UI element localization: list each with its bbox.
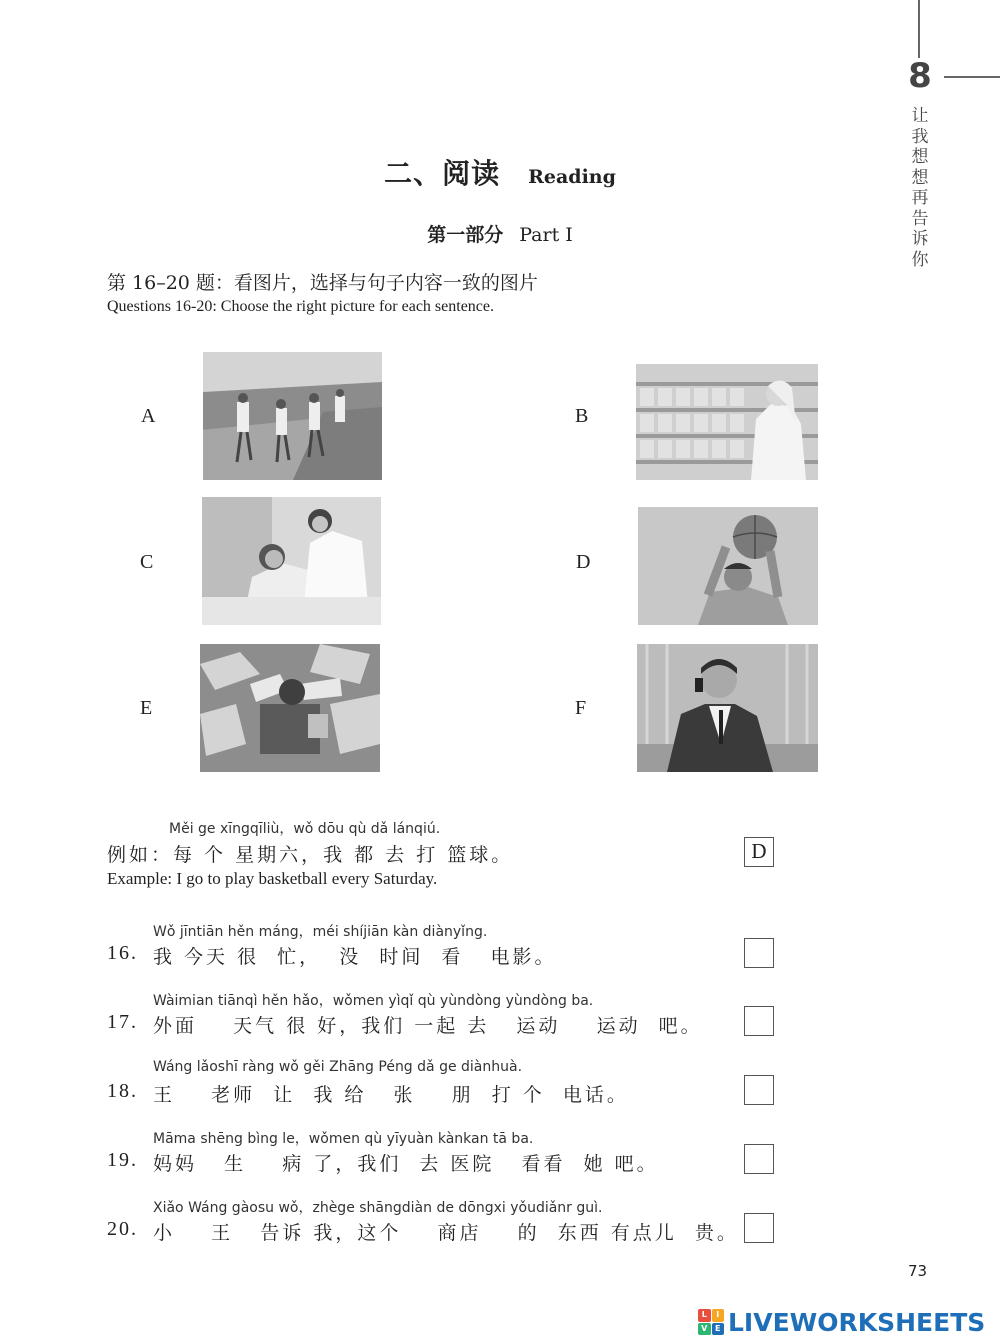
brand-logo-letter: E — [712, 1323, 725, 1336]
brand-logo-icon — [698, 1309, 724, 1335]
photo-d — [638, 507, 818, 625]
part-title-en: Part Ⅰ — [519, 224, 573, 246]
example-answer-box: D — [744, 837, 774, 867]
question-17-answer-box[interactable] — [744, 1006, 774, 1036]
question-18-sentence: 王 老师 让 我 给 张 朋 打 个 电话。 — [153, 1084, 629, 1106]
question-20-answer-box[interactable] — [744, 1213, 774, 1243]
question-20-sentence: 小 王 告诉 我，这个 商店 的 东西 有点儿 贵。 — [153, 1222, 739, 1244]
chapter-number: 8 — [908, 56, 932, 96]
brand-logo-letter: L — [698, 1309, 711, 1322]
chapter-tab-line — [918, 0, 920, 58]
picture-label-c: C — [140, 551, 154, 573]
section-title-cn: 二、阅读 — [384, 157, 501, 190]
picture-label-d: D — [576, 551, 591, 573]
photo-f — [637, 644, 818, 772]
question-20-pinyin: Xiǎo Wáng gàosu wǒ，zhège shāngdiàn de dōngxi yǒudiǎnr guì. — [153, 1200, 603, 1216]
instructions-en: Questions 16-20: Choose the right picture for each sentence. — [107, 298, 494, 315]
picture-label-e: E — [140, 697, 153, 719]
example-sentence-text: 每 个 星期六，我 都 去 打 篮球。 — [173, 844, 514, 866]
part-title — [0, 220, 1000, 247]
chapter-title: 让我想想再告诉你 — [911, 106, 929, 270]
chapter-tab-line — [944, 76, 1000, 78]
example-sentence — [107, 840, 513, 867]
example-pinyin: Měi ge xīngqīliù，wǒ dōu qù dǎ lánqiú. — [169, 821, 441, 837]
question-18-answer-box[interactable] — [744, 1075, 774, 1105]
question-19-answer-box[interactable] — [744, 1144, 774, 1174]
question-19-sentence: 妈妈 生 病 了，我们 去 医院 看看 她 吧。 — [153, 1153, 659, 1175]
question-18-pinyin: Wáng lǎoshī ràng wǒ gěi Zhāng Péng dǎ ge diànhuà. — [153, 1059, 523, 1075]
brand-footer[interactable] — [698, 1308, 985, 1336]
picture-label-a: A — [141, 405, 156, 427]
question-17-number: 17. — [107, 1011, 138, 1033]
picture-label-f: F — [575, 697, 587, 719]
question-17-pinyin: Wàimian tiānqì hěn hǎo，wǒmen yìqǐ qù yùndòng yùndòng ba. — [153, 993, 594, 1009]
question-16-pinyin: Wǒ jīntiān hěn máng，méi shíjiān kàn diànyǐng. — [153, 924, 488, 940]
part-title-cn: 第一部分 — [427, 224, 504, 246]
section-title — [0, 152, 1000, 192]
picture-label-b: B — [575, 405, 589, 427]
section-title-en: Reading — [528, 166, 616, 188]
page-number: 73 — [908, 1262, 928, 1280]
photo-e — [200, 644, 380, 772]
brand-logo-letter: I — [712, 1309, 725, 1322]
question-17-sentence: 外面 天气 很 好，我们 一起 去 运动 运动 吧。 — [153, 1015, 703, 1037]
question-16-answer-box[interactable] — [744, 938, 774, 968]
photo-b — [636, 364, 818, 480]
photo-c — [202, 497, 381, 625]
question-18-number: 18. — [107, 1080, 138, 1102]
question-16-number: 16. — [107, 942, 138, 964]
brand-name: LIVEWORKSHEETS — [728, 1307, 986, 1337]
question-20-number: 20. — [107, 1218, 138, 1240]
question-19-pinyin: Māma shēng bìng le，wǒmen qù yīyuàn kànkan tā ba. — [153, 1131, 534, 1147]
instructions-cn: 第 16–20 题：看图片，选择与句子内容一致的图片 — [107, 272, 538, 294]
example-english: Example: I go to play basketball every Saturday. — [107, 869, 438, 888]
photo-a — [203, 352, 382, 480]
example-prefix: 例如： — [107, 844, 174, 866]
question-19-number: 19. — [107, 1149, 138, 1171]
brand-logo-letter: V — [698, 1323, 711, 1336]
question-16-sentence: 我 今天 很 忙， 没 时间 看 电影。 — [153, 946, 557, 968]
